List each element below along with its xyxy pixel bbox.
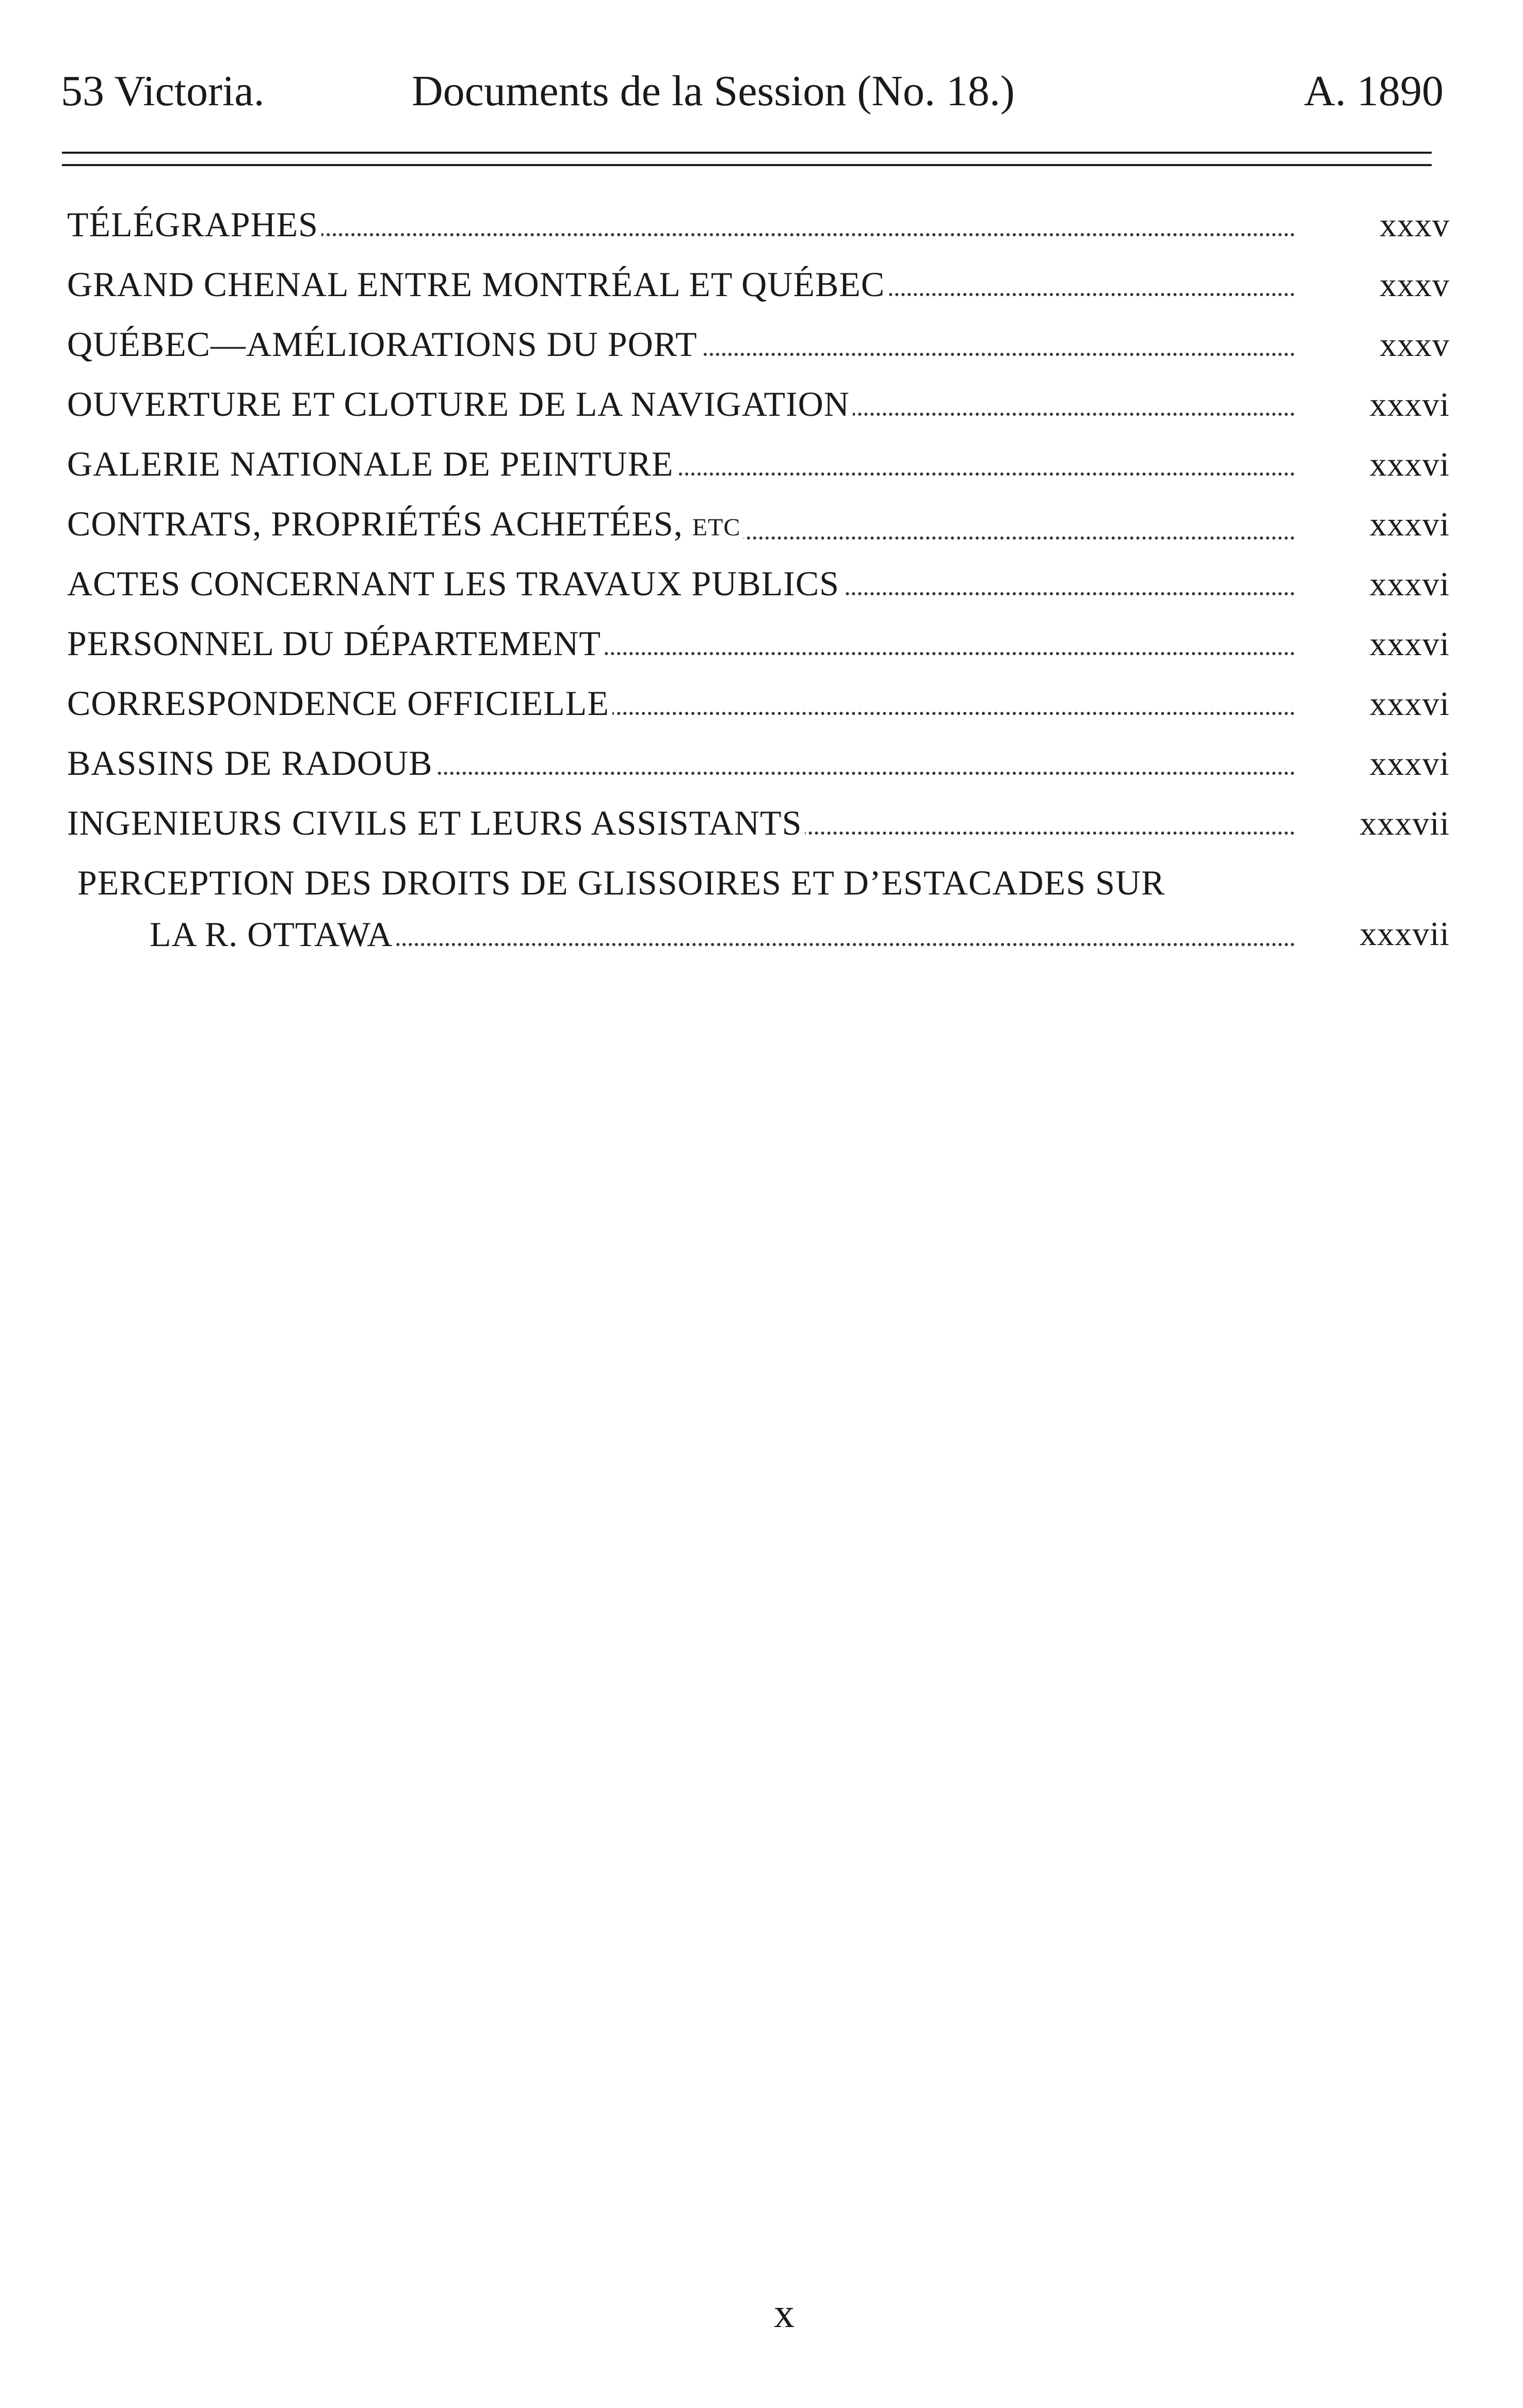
toc-entry: [67, 675, 1450, 735]
toc-entry-page: xxxv: [1380, 326, 1450, 364]
running-header: [61, 63, 1444, 120]
toc-entry-label: PERSONNEL DU DÉPARTEMENT: [67, 624, 604, 663]
toc-entry-label: ACTES CONCERNANT LES TRAVAUX PUBLICS: [67, 564, 842, 603]
header-rule-top: [62, 152, 1432, 154]
toc-entry-label-suffix: ETC: [692, 514, 741, 541]
toc-entry-page: xxxvii: [1359, 805, 1450, 842]
toc-entry-label: CORRESPONDENCE OFFICIELLE: [67, 684, 612, 723]
toc-entry-label: LA R. OTTAWA: [150, 915, 396, 954]
toc-entry: [67, 376, 1450, 435]
toc-entry-label: TÉLÉGRAPHES: [67, 205, 321, 244]
toc-entry: [67, 735, 1450, 794]
toc-entry-page: xxxvii: [1359, 915, 1450, 953]
toc-entry-page: xxxvi: [1369, 386, 1450, 424]
toc-entry-label-line1: PERCEPTION DES DROITS DE GLISSOIRES ET D’ESTACADES SUR: [77, 863, 1165, 902]
toc-entry-page: xxxvi: [1369, 625, 1450, 663]
toc-entry-label: GRAND CHENAL ENTRE MONTRÉAL ET QUÉBEC: [67, 265, 888, 304]
toc-entry-page: xxxv: [1380, 266, 1450, 304]
page-folio: x: [774, 2291, 795, 2336]
toc-entry: [67, 794, 1450, 854]
header-right: A. 1890: [1304, 67, 1444, 115]
toc-entry-page: xxxvi: [1369, 446, 1450, 483]
toc-entry-page: xxxvi: [1369, 506, 1450, 543]
toc-entry: [67, 854, 1450, 957]
toc-entry-page: xxxv: [1380, 206, 1450, 244]
toc-entry: [67, 615, 1450, 675]
toc-entry-label: CONTRATS, PROPRIÉTÉS ACHETÉES, ETC: [67, 504, 743, 543]
toc-entry: [67, 316, 1450, 376]
toc-entry-label: QUÉBEC—AMÉLIORATIONS DU PORT: [67, 324, 701, 364]
toc-entry: [67, 256, 1450, 316]
toc-entry-label: INGENIEURS CIVILS ET LEURS ASSISTANTS: [67, 803, 805, 842]
toc-entry: [67, 196, 1450, 256]
toc-entry-page: xxxvi: [1369, 745, 1450, 783]
toc-entry-page: xxxvi: [1369, 565, 1450, 603]
toc-entry-page: xxxvi: [1369, 685, 1450, 723]
toc-entry-label: OUVERTURE ET CLOTURE DE LA NAVIGATION: [67, 384, 853, 424]
toc-entry-label: GALERIE NATIONALE DE PEINTURE: [67, 444, 676, 483]
toc-entry: [67, 435, 1450, 495]
header-title: Documents de la Session (No. 18.): [412, 67, 1015, 115]
toc-entry: [67, 495, 1450, 555]
toc-entry-label: BASSINS DE RADOUB: [67, 743, 435, 783]
header-rule-bottom: [62, 164, 1432, 166]
table-of-contents: [67, 196, 1450, 957]
header-left: 53 Victoria.: [61, 67, 265, 115]
toc-entry: [67, 555, 1450, 615]
